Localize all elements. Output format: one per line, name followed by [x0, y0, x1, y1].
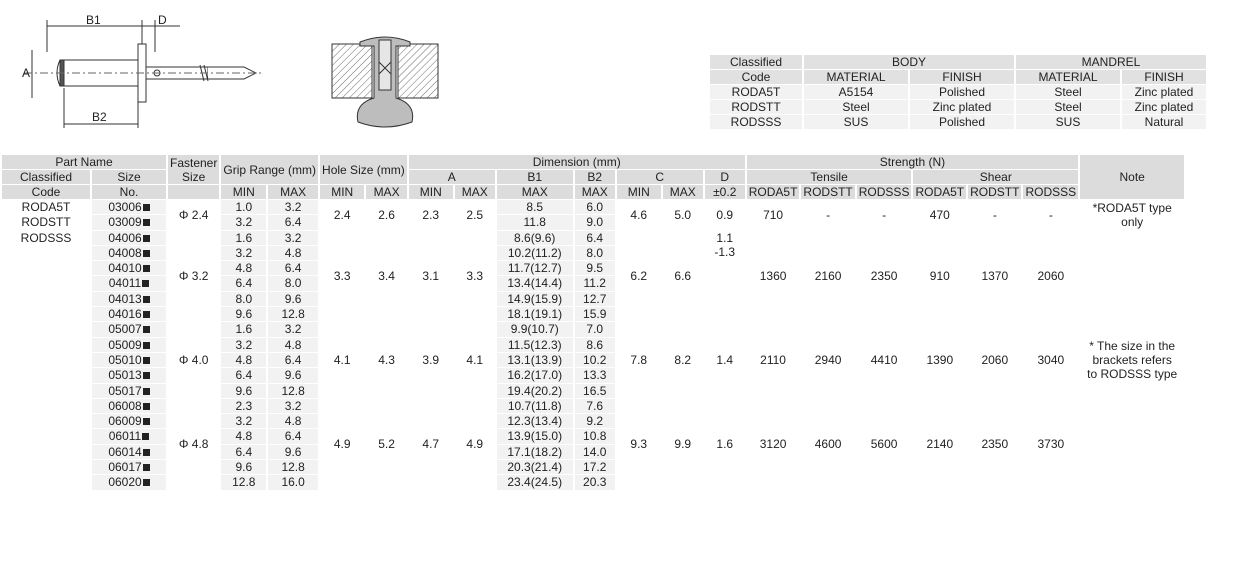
- size-no: [92, 414, 166, 428]
- grip-max: 6.4: [268, 429, 318, 443]
- d-tolerance: [705, 231, 745, 322]
- grip-max: 9.6: [268, 368, 318, 382]
- table-row: [2, 231, 1184, 245]
- grip-max: 12.8: [268, 307, 318, 321]
- mat-body-finish: Polished: [910, 115, 1014, 129]
- b2-max: 12.7: [575, 292, 615, 306]
- mat-body-finish: Zinc plated: [910, 100, 1014, 114]
- mat-header-mandrel: MANDREL: [1016, 55, 1206, 69]
- size-no-text: 04006: [108, 230, 142, 245]
- size-no: [92, 307, 166, 321]
- header-a-max: MAX: [455, 185, 495, 199]
- size-no: [92, 429, 166, 443]
- strength-t-rodsss: 2350: [870, 268, 898, 283]
- strength-s-rodstt: 1370: [981, 268, 1009, 283]
- b1-max: 11.7(12.7): [497, 261, 573, 275]
- mat-code: RODSSS: [710, 115, 802, 129]
- black-square-icon: [142, 433, 149, 440]
- table-row: [2, 200, 1184, 214]
- header-note: Note: [1080, 155, 1184, 199]
- b2-max: 14.0: [575, 445, 615, 459]
- black-square-icon: [143, 326, 150, 333]
- header-hole-min: MIN: [320, 185, 364, 199]
- b2-max: 9.2: [575, 414, 615, 428]
- mat-mandrel-finish: Zinc plated: [1122, 100, 1206, 114]
- c-max: 9.9: [674, 437, 692, 452]
- size-no: [92, 384, 166, 398]
- b2-max: 11.2: [575, 276, 615, 290]
- classified-code: [2, 429, 90, 443]
- strength-t-rodsss: 4410: [870, 352, 898, 367]
- classified-code: [2, 322, 90, 336]
- grip-min: 6.4: [221, 276, 266, 290]
- size-no: [92, 276, 166, 290]
- hole-min: 4.9: [333, 437, 351, 452]
- note-roda5t: [1080, 200, 1184, 230]
- c-min: 9.3: [630, 437, 648, 452]
- b2-max: 6.4: [575, 231, 615, 245]
- black-square-icon: [143, 265, 150, 272]
- strength-s-rodsss: 2060: [1037, 268, 1065, 283]
- strength-s-roda5t: 2140: [926, 437, 954, 452]
- classified-code: [2, 246, 90, 260]
- c-min: 6.2: [630, 268, 648, 283]
- header-dimension: Dimension (mm): [409, 155, 745, 169]
- grip-min: 1.6: [221, 231, 266, 245]
- header-b2-max: MAX: [575, 185, 615, 199]
- black-square-icon: [143, 418, 150, 425]
- b1-max: 13.1(13.9): [497, 353, 573, 367]
- b2-max: 9.5: [575, 261, 615, 275]
- mat-header-body-finish: FINISH: [910, 70, 1014, 84]
- mat-code: RODA5T: [710, 85, 802, 99]
- header-strength: Strength (N): [747, 155, 1078, 169]
- classified-code: [2, 276, 90, 290]
- fastener-size: Φ 4.8: [178, 437, 209, 452]
- size-no: [92, 261, 166, 275]
- dim-a-label: A: [22, 66, 31, 80]
- grip-max: 9.6: [268, 445, 318, 459]
- size-no: [92, 338, 166, 352]
- b1-max: 17.1(18.2): [497, 445, 573, 459]
- dim-d-label: D: [158, 13, 167, 27]
- mat-mandrel-material: SUS: [1016, 115, 1120, 129]
- b2-max: 15.9: [575, 307, 615, 321]
- header-size: Size: [92, 170, 166, 184]
- fastener-size: Φ 3.2: [178, 268, 209, 283]
- mat-header-code: Code: [710, 70, 802, 84]
- size-no: [92, 460, 166, 474]
- mat-mandrel-material: Steel: [1016, 85, 1120, 99]
- a-min: 2.3: [422, 207, 440, 222]
- classified-code: [2, 292, 90, 306]
- header-grip-min: MIN: [221, 185, 266, 199]
- b1-max: 13.9(15.0): [497, 429, 573, 443]
- grip-max: 12.8: [268, 460, 318, 474]
- classified-code: [2, 368, 90, 382]
- size-no-text: 06011: [108, 429, 142, 444]
- a-max: 3.3: [466, 268, 484, 283]
- header-code: Code: [2, 185, 90, 199]
- c-min: 4.6: [630, 207, 648, 222]
- mat-header-mandrel-finish: FINISH: [1122, 70, 1206, 84]
- note-line: to RODSSS type: [1087, 367, 1178, 382]
- black-square-icon: [143, 372, 150, 379]
- classified-code: [2, 445, 90, 459]
- classified-code: RODSSS: [20, 230, 72, 245]
- b2-max: 20.3: [575, 475, 615, 489]
- a-min: 3.1: [422, 268, 440, 283]
- header-fastener-size: Fastener Size: [170, 155, 218, 184]
- rivet-dimension-drawing: [20, 10, 270, 130]
- classified-code: RODSTT: [21, 215, 71, 230]
- grip-max: 3.2: [268, 399, 318, 413]
- strength-t-rodsss: 5600: [870, 437, 898, 452]
- b2-max: 7.6: [575, 399, 615, 413]
- c-max: 8.2: [674, 352, 692, 367]
- d-value: 1.4: [716, 352, 734, 367]
- black-square-icon: [143, 311, 150, 318]
- c-max: 6.6: [674, 268, 692, 283]
- mat-row: [710, 100, 1206, 114]
- strength-s-rodsss: 3040: [1037, 352, 1065, 367]
- d-value: 0.9: [716, 207, 734, 222]
- b2-max: 17.2: [575, 460, 615, 474]
- grip-min: 3.2: [221, 246, 266, 260]
- size-no: [92, 231, 166, 245]
- grip-min: 3.2: [221, 215, 266, 229]
- grip-min: 1.0: [221, 200, 266, 214]
- header-hole-size: Hole Size (mm): [320, 155, 407, 184]
- strength-t-roda5t: 1360: [759, 268, 787, 283]
- grip-max: 4.8: [268, 414, 318, 428]
- header-shear: Shear: [913, 170, 1078, 184]
- header-c-min: MIN: [617, 185, 661, 199]
- mat-row: [710, 115, 1206, 129]
- size-no-text: 03006: [108, 200, 142, 214]
- mat-code: RODSTT: [710, 100, 802, 114]
- note-line: only: [1121, 214, 1144, 229]
- mat-header-body: BODY: [804, 55, 1014, 69]
- c-min: 7.8: [630, 352, 648, 367]
- hole-max: 2.6: [378, 207, 395, 222]
- header-tensile-roda5t: RODA5T: [748, 185, 798, 199]
- size-no: [92, 475, 166, 489]
- classified-code: [2, 475, 90, 489]
- strength-s-roda5t: 1390: [926, 352, 954, 367]
- size-no-text: 05017: [108, 383, 142, 398]
- header-blank: [168, 185, 219, 199]
- b2-max: 7.0: [575, 322, 615, 336]
- classified-code: [2, 338, 90, 352]
- classified-code: [2, 353, 90, 367]
- b2-max: 10.8: [575, 429, 615, 443]
- grip-min: 8.0: [221, 292, 266, 306]
- black-square-icon: [143, 479, 150, 486]
- header-tensile: Tensile: [747, 170, 912, 184]
- grip-max: 6.4: [268, 215, 318, 229]
- black-square-icon: [143, 403, 150, 410]
- c-max: 5.0: [674, 207, 692, 222]
- hole-max: 5.2: [378, 437, 395, 452]
- b1-max: 13.4(14.4): [497, 276, 573, 290]
- header-grip-range: Grip Range (mm): [221, 155, 318, 184]
- header-tensile-rodstt: RODSTT: [803, 185, 853, 199]
- fastener-size: Φ 2.4: [178, 207, 209, 222]
- black-square-icon: [143, 388, 150, 395]
- size-no: [92, 445, 166, 459]
- black-square-icon: [142, 280, 149, 287]
- dim-b1-label: B1: [86, 13, 101, 27]
- size-no-text: 06017: [108, 460, 142, 475]
- size-no-text: 05010: [108, 352, 142, 367]
- grip-min: 9.6: [221, 307, 266, 321]
- mat-body-finish: Polished: [910, 85, 1014, 99]
- grip-max: 3.2: [268, 322, 318, 336]
- size-no-text: 05007: [108, 322, 142, 337]
- grip-max: 12.8: [268, 384, 318, 398]
- grip-min: 4.8: [221, 261, 266, 275]
- a-max: 2.5: [466, 207, 484, 222]
- grip-min: 12.8: [221, 475, 266, 489]
- black-square-icon: [143, 464, 150, 471]
- size-no-text: 05013: [108, 368, 142, 383]
- size-no-text: 06014: [108, 444, 142, 459]
- mat-header-mandrel-material: MATERIAL: [1016, 70, 1120, 84]
- fastener-size: Φ 4.0: [178, 352, 209, 367]
- strength-s-rodstt: 2350: [981, 437, 1009, 452]
- grip-max: 3.2: [268, 231, 318, 245]
- strength-t-rodstt: -: [826, 207, 831, 222]
- black-square-icon: [143, 342, 150, 349]
- hole-max: 4.3: [378, 352, 395, 367]
- note-line: * The size in the: [1089, 338, 1176, 353]
- hole-min: 4.1: [333, 352, 351, 367]
- strength-t-rodsss: -: [882, 207, 887, 222]
- black-square-icon: [143, 357, 150, 364]
- grip-min: 6.4: [221, 445, 266, 459]
- header-grip-max: MAX: [268, 185, 318, 199]
- black-square-icon: [143, 449, 150, 456]
- size-no: [92, 246, 166, 260]
- header-no: No.: [92, 185, 166, 199]
- header-d: D: [705, 170, 745, 184]
- material-table: [708, 54, 1208, 130]
- size-no-text: 04016: [108, 307, 142, 322]
- size-no-text: 05009: [108, 337, 142, 352]
- header-a: A: [409, 170, 495, 184]
- strength-t-roda5t: 710: [763, 207, 784, 222]
- b1-max: 8.5: [497, 200, 573, 214]
- size-no-text: 03009: [108, 215, 142, 230]
- header-b2: B2: [575, 170, 615, 184]
- classified-code: [2, 384, 90, 398]
- size-no: [92, 322, 166, 336]
- size-no-text: 04013: [108, 291, 142, 306]
- strength-t-rodstt: 4600: [814, 437, 842, 452]
- grip-max: 9.6: [268, 292, 318, 306]
- strength-t-roda5t: 2110: [760, 352, 786, 367]
- rivet-section-drawing: [330, 32, 440, 132]
- classified-code: [2, 414, 90, 428]
- b1-max: 10.7(11.8): [497, 399, 573, 413]
- grip-min: 2.3: [221, 399, 266, 413]
- classified-code: RODA5T: [21, 200, 71, 214]
- header-shear-roda5t: RODA5T: [915, 185, 965, 199]
- table-row: [2, 399, 1184, 413]
- b1-max: 14.9(15.9): [497, 292, 573, 306]
- a-min: 4.7: [422, 437, 440, 452]
- black-square-icon: [143, 204, 150, 211]
- grip-min: 6.4: [221, 368, 266, 382]
- mat-body-material: Steel: [804, 100, 908, 114]
- black-square-icon: [143, 235, 150, 242]
- header-a-min: MIN: [409, 185, 453, 199]
- header-classified: Classified: [2, 170, 90, 184]
- b1-max: 19.4(20.2): [497, 384, 573, 398]
- note-line: *RODA5T type: [1092, 200, 1172, 215]
- b2-max: 8.6: [575, 338, 615, 352]
- strength-s-rodsss: 3730: [1037, 437, 1065, 452]
- d-bottom: -1.3: [714, 244, 736, 259]
- header-tensile-rodsss: RODSSS: [858, 185, 910, 199]
- note-line: brackets refers: [1092, 352, 1172, 367]
- header-part-name: Part Name: [2, 155, 166, 169]
- dim-b2-label: B2: [92, 110, 107, 124]
- strength-t-rodstt: 2160: [814, 268, 842, 283]
- grip-min: 4.8: [221, 429, 266, 443]
- size-no: [92, 399, 166, 413]
- header-hole-max: MAX: [366, 185, 406, 199]
- grip-min: 9.6: [221, 384, 266, 398]
- a-min: 3.9: [422, 352, 440, 367]
- mat-mandrel-finish: Zinc plated: [1122, 85, 1206, 99]
- grip-max: 16.0: [268, 475, 318, 489]
- classified-code: [2, 460, 90, 474]
- b2-max: 13.3: [575, 368, 615, 382]
- black-square-icon: [143, 250, 150, 257]
- size-no: [92, 368, 166, 382]
- header-b1: B1: [497, 170, 573, 184]
- table-row: [2, 322, 1184, 336]
- strength-s-rodstt: -: [992, 207, 997, 222]
- b1-max: 23.4(24.5): [497, 475, 573, 489]
- size-no: [92, 292, 166, 306]
- mat-header-classified: Classified: [710, 55, 802, 69]
- header-b1-max: MAX: [497, 185, 573, 199]
- strength-s-rodstt: 2060: [981, 352, 1009, 367]
- strength-t-roda5t: 3120: [759, 437, 787, 452]
- b2-max: 8.0: [575, 246, 615, 260]
- grip-min: 3.2: [221, 338, 266, 352]
- mat-mandrel-material: Steel: [1016, 100, 1120, 114]
- size-no-text: 04010: [108, 261, 142, 276]
- hole-min: 2.4: [333, 207, 351, 222]
- d-value: 1.6: [716, 437, 734, 452]
- b2-max: 10.2: [575, 353, 615, 367]
- size-no: [92, 215, 166, 229]
- classified-code: [2, 399, 90, 413]
- grip-max: 3.2: [268, 200, 318, 214]
- spec-body: [2, 200, 1184, 490]
- size-no: [92, 200, 166, 214]
- black-square-icon: [143, 219, 150, 226]
- strength-s-roda5t: 910: [929, 268, 950, 283]
- b2-max: 9.0: [575, 215, 615, 229]
- header-shear-rodsss: RODSSS: [1025, 185, 1077, 199]
- size-no-text: 06009: [108, 414, 142, 429]
- hole-min: 3.3: [333, 268, 351, 283]
- grip-min: 1.6: [221, 322, 266, 336]
- b1-max: 9.9(10.7): [497, 322, 573, 336]
- d-top: 1.1: [716, 230, 734, 245]
- grip-max: 8.0: [268, 276, 318, 290]
- strength-t-rodstt: 2940: [814, 352, 842, 367]
- strength-s-roda5t: 470: [929, 207, 950, 222]
- size-no-text: 06008: [108, 398, 142, 413]
- grip-max: 4.8: [268, 338, 318, 352]
- grip-min: 3.2: [221, 414, 266, 428]
- header-c: C: [617, 170, 703, 184]
- a-max: 4.1: [466, 352, 484, 367]
- b1-max: 8.6(9.6): [497, 231, 573, 245]
- mat-mandrel-finish: Natural: [1122, 115, 1206, 129]
- grip-max: 6.4: [268, 261, 318, 275]
- b1-max: 12.3(13.4): [497, 414, 573, 428]
- classified-code: [2, 307, 90, 321]
- b1-max: 10.2(11.2): [497, 246, 573, 260]
- strength-s-rodsss: -: [1048, 207, 1053, 222]
- header-d-tol: ±0.2: [705, 185, 745, 199]
- size-no: [92, 353, 166, 367]
- hole-max: 3.4: [378, 268, 395, 283]
- b1-max: 16.2(17.0): [497, 368, 573, 382]
- header-shear-rodstt: RODSTT: [970, 185, 1020, 199]
- mat-body-material: A5154: [804, 85, 908, 99]
- b2-max: 6.0: [575, 200, 615, 214]
- mat-row: [710, 85, 1206, 99]
- spec-table: [0, 154, 1186, 491]
- mat-body-material: SUS: [804, 115, 908, 129]
- b1-max: 11.8: [497, 215, 573, 229]
- size-no-text: 04011: [108, 276, 142, 291]
- b1-max: 18.1(19.1): [497, 307, 573, 321]
- grip-min: 4.8: [221, 353, 266, 367]
- classified-code: [2, 261, 90, 275]
- note-brackets: [1080, 231, 1184, 490]
- b1-max: 20.3(21.4): [497, 460, 573, 474]
- mat-header-body-material: MATERIAL: [804, 70, 908, 84]
- grip-min: 9.6: [221, 460, 266, 474]
- grip-max: 6.4: [268, 353, 318, 367]
- header-c-max: MAX: [663, 185, 703, 199]
- a-max: 4.9: [466, 437, 484, 452]
- size-no-text: 06020: [108, 475, 142, 490]
- b1-max: 11.5(12.3): [497, 338, 573, 352]
- b2-max: 16.5: [575, 384, 615, 398]
- grip-max: 4.8: [268, 246, 318, 260]
- size-no-text: 04008: [108, 245, 142, 260]
- black-square-icon: [143, 296, 150, 303]
